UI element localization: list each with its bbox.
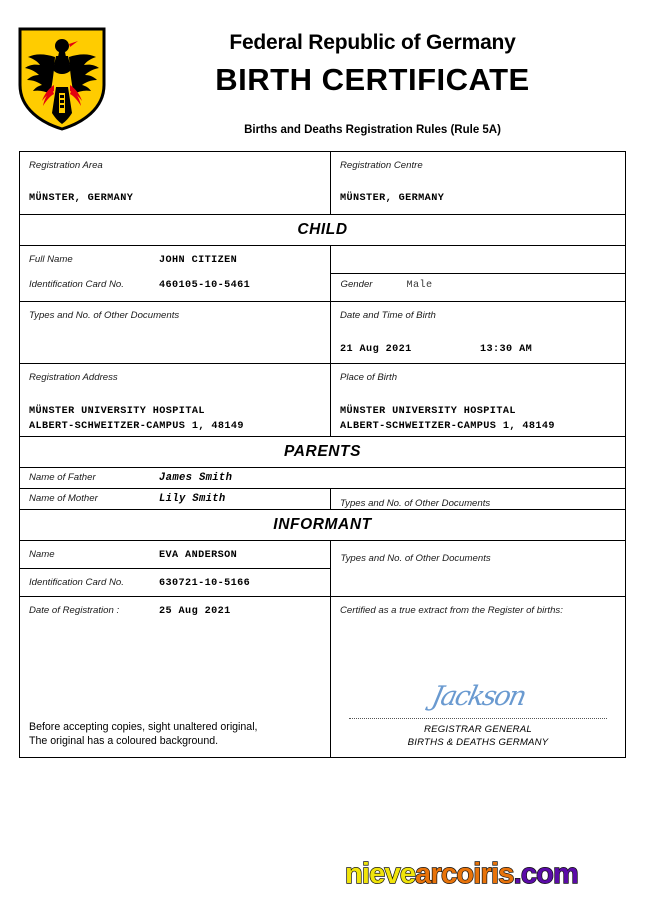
parents-other-documents-cell xyxy=(331,489,625,509)
signature-block xyxy=(331,682,625,749)
certificate-table xyxy=(19,151,626,758)
parents-section-cell xyxy=(20,437,625,467)
father-cell xyxy=(20,468,625,488)
father-row xyxy=(20,468,625,489)
child-id-card-value: 460105-10-5461 xyxy=(159,279,251,291)
address-row xyxy=(20,364,625,437)
registration-address-line1: MÜNSTER UNIVERSITY HOSPITAL xyxy=(29,406,205,417)
watermark-part-nieve: nieve xyxy=(345,858,416,890)
date-of-registration-cell xyxy=(20,597,331,757)
registration-centre-label: Registration Centre xyxy=(340,160,423,171)
child-identity-left xyxy=(20,246,331,301)
parents-section-title: PARENTS xyxy=(283,443,362,460)
father-value: James Smith xyxy=(159,472,233,484)
gender-value: Male xyxy=(406,280,433,292)
rules-subtitle: Births and Deaths Registration Rules (Rule 5A) xyxy=(244,124,501,136)
place-of-birth-cell xyxy=(331,364,625,436)
registrar-title-line2: BIRTHS & DEATHS GERMANY xyxy=(407,736,549,748)
informant-section-title: INFORMANT xyxy=(273,516,372,533)
certified-extract-label: Certified as a true extract from the Register of births: xyxy=(340,605,563,616)
certificate-header xyxy=(0,0,645,150)
registration-address-cell xyxy=(20,364,331,436)
child-documents-row xyxy=(20,302,625,364)
informant-other-documents-cell xyxy=(331,541,625,596)
registration-address-label: Registration Address xyxy=(29,372,118,383)
mother-value: Lily Smith xyxy=(159,493,226,505)
informant-section-cell xyxy=(20,510,625,540)
country-title: Federal Republic of Germany xyxy=(229,31,516,54)
copy-notice-line2: The original has a coloured background. xyxy=(29,735,219,747)
full-name-label: Full Name xyxy=(29,254,73,265)
document-title: BIRTH CERTIFICATE xyxy=(215,62,530,97)
date-time-of-birth-label: Date and Time of Birth xyxy=(340,310,436,321)
copy-notice-line1: Before accepting copies, sight unaltered original, xyxy=(29,721,258,733)
child-id-card-label: Identification Card No. xyxy=(29,278,124,290)
site-watermark xyxy=(345,858,578,891)
registration-row xyxy=(20,152,625,215)
informant-name-label: Name xyxy=(29,549,55,560)
date-of-birth-value: 21 Aug 2021 xyxy=(340,344,412,355)
place-of-birth-line2: ALBERT-SCHWEITZER-CAMPUS 1, 48149 xyxy=(340,421,555,432)
child-section-cell xyxy=(20,215,625,245)
header-titles xyxy=(120,30,625,100)
mother-cell xyxy=(20,489,331,509)
german-eagle-coat-of-arms-icon xyxy=(18,27,106,131)
registration-centre-cell xyxy=(331,152,625,214)
signature-line xyxy=(349,718,607,719)
informant-row xyxy=(20,541,625,597)
informant-name-value: EVA ANDERSON xyxy=(159,550,238,561)
child-section-title: CHILD xyxy=(297,221,348,238)
child-other-documents-label: Types and No. of Other Documents xyxy=(29,310,180,321)
place-of-birth-line1: MÜNSTER UNIVERSITY HOSPITAL xyxy=(340,406,516,417)
place-of-birth-label: Place of Birth xyxy=(340,372,398,383)
registration-area-cell xyxy=(20,152,331,214)
registration-address-line2: ALBERT-SCHWEITZER-CAMPUS 1, 48149 xyxy=(29,421,244,432)
copy-notice xyxy=(29,720,258,748)
child-identity-row xyxy=(20,246,625,302)
certification-cell xyxy=(331,597,625,757)
registration-area-value: MÜNSTER, GERMANY xyxy=(29,193,134,204)
gender-label: Gender xyxy=(340,279,373,291)
parents-section-row xyxy=(20,437,625,468)
father-label: Name of Father xyxy=(29,472,96,483)
child-identity-right xyxy=(331,246,625,301)
informant-left xyxy=(20,541,331,596)
informant-id-card-label: Identification Card No. xyxy=(29,576,124,588)
mother-label: Name of Mother xyxy=(29,493,98,504)
informant-section-row xyxy=(20,510,625,541)
registration-area-label: Registration Area xyxy=(29,160,103,171)
child-section-row xyxy=(20,215,625,246)
informant-other-documents-label: Types and No. of Other Documents xyxy=(340,553,491,564)
registration-centre-value: MÜNSTER, GERMANY xyxy=(340,193,445,204)
time-of-birth-value: 13:30 AM xyxy=(480,344,533,355)
certification-row xyxy=(20,597,625,757)
watermark-part-com: .com xyxy=(513,858,579,890)
parents-other-documents-label: Types and No. of Other Documents xyxy=(340,498,491,509)
registrar-signature: Jackson xyxy=(429,681,528,712)
informant-id-card-value: 630721-10-5166 xyxy=(159,577,251,589)
watermark-part-arcoiris: arcoiris xyxy=(415,858,514,890)
date-of-registration-value: 25 Aug 2021 xyxy=(159,606,231,617)
date-time-of-birth-cell xyxy=(331,302,625,363)
registrar-title-line1: REGISTRAR GENERAL xyxy=(424,724,532,735)
full-name-value: JOHN CITIZEN xyxy=(159,255,238,266)
date-of-registration-label: Date of Registration : xyxy=(29,605,120,616)
mother-row xyxy=(20,489,625,510)
child-other-documents-cell xyxy=(20,302,331,363)
